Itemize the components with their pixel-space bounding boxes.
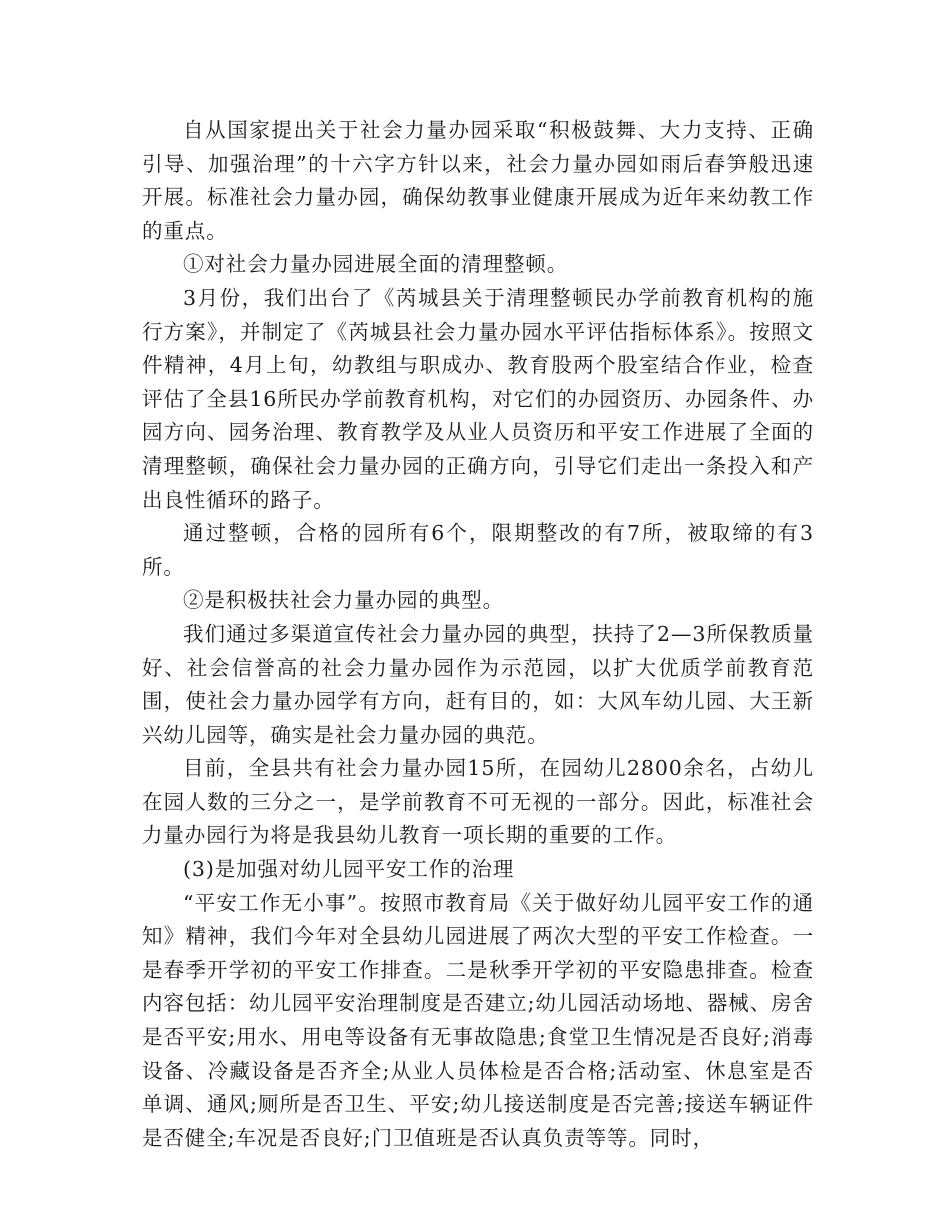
document-body [142, 114, 814, 1155]
paragraph-intro: 自从国家提出关于社会力量办园采取“积极鼓舞、大力支持、正确引导、加强治理”的十六字方针以来，社会力量办园如雨后春笋般迅速开展。标准社会力量办园，确保幼教事业健康开展成为近年来幼教工作的重点。 [142, 118, 814, 243]
paragraph-cleanup-plan: 3月份，我们出台了《芮城县关于清理整顿民办学前教育机构的施行方案》，并制定了《芮城县社会力量办园水平评估指标体系》。按照文件精神，4月上旬，幼教组与职成办、教育股两个股室结合作业，检查评估了全县16所民办学前教育机构，对它们的办园资历、办园条件、办园方向、园务治理、教育教学及从业人员资历和平安工作进展了全面的清理整顿，确保社会力量办园的正确方向，引导它们走出一条投入和产出良性循环的路子。 [142, 285, 814, 512]
paragraph-safety-inspection: “平安工作无小事”。按照市教育局《关于做好幼儿园平安工作的通知》精神，我们今年对全县幼儿园进展了两次大型的平安工作检查。一是春季开学初的平安工作排查。二是秋季开学初的平安隐患排查。检查内容包括：幼儿园平安治理制度是否建立;幼儿园活动场地、器械、房舍是否平安;用水、用电等设备有无事故隐患;食堂卫生情况是否良好;消毒设备、冷藏设备是否齐全;从业人员体检是否合格;活动室、休息室是否单调、通风;厕所是否卫生、平安;幼儿接送制度是否完善;接送车辆证件是否健全;车况是否良好;门卫值班是否认真负责等等。同时， [142, 890, 814, 1150]
paragraph-cleanup-result: 通过整顿，合格的园所有6个，限期整改的有7所，被取缔的有3所。 [142, 521, 814, 579]
paragraph-model-kindergartens: 我们通过多渠道宣传社会力量办园的典型，扶持了2—3所保教质量好、社会信誉高的社会力量办园作为示范园，以扩大优质学前教育范围，使社会力量办园学有方向，赶有目的，如：大风车幼儿园、大王新兴幼儿园等，确实是社会力量办园的典范。 [142, 621, 814, 747]
paragraph-heading-3: (3)是加强对幼儿园平安工作的治理 [183, 857, 515, 882]
paragraph-current-status: 目前，全县共有社会力量办园15所，在园幼儿2800余名，占幼儿在园人数的三分之一，是学前教育不可无视的一部分。因此，标准社会力量办园行为将是我县幼儿教育一项长期的重要的工作。 [142, 756, 814, 848]
paragraph-heading-1: ①对社会力量办园进展全面的清理整顿。 [183, 252, 569, 277]
paragraph-heading-2: ②是积极扶社会力量办园的典型。 [183, 588, 504, 613]
